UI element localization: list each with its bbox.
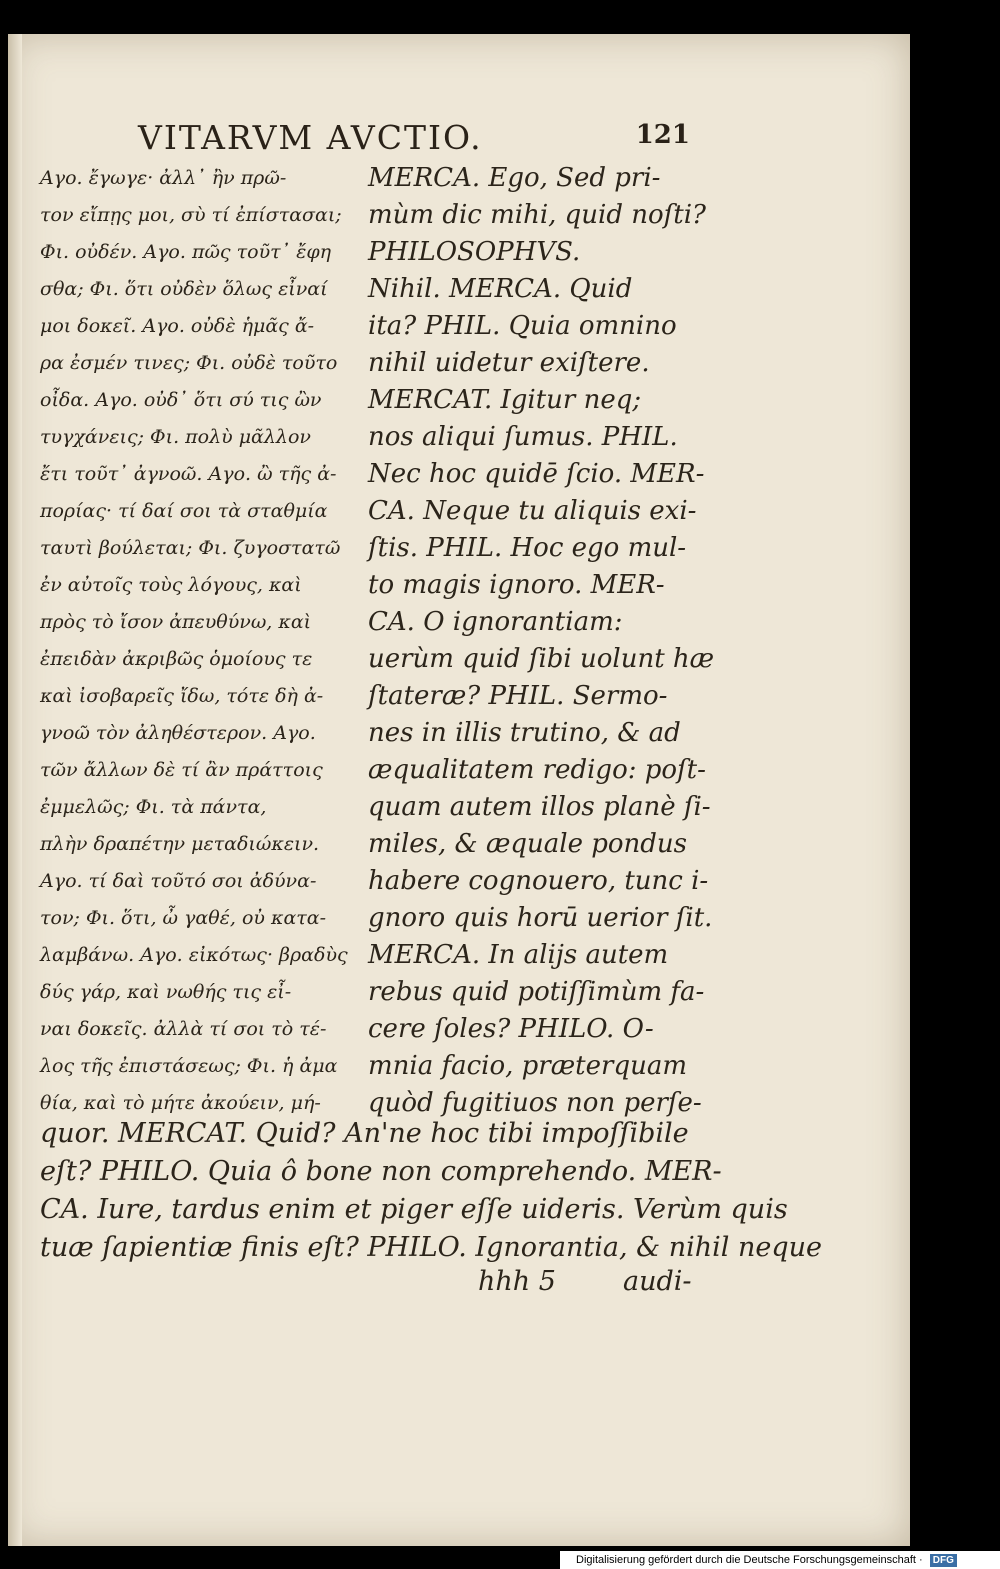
printer-signature: hhh 5: [478, 1266, 556, 1297]
latin-text-line: to magis ignoro. MER-: [368, 570, 665, 600]
latin-text-line: PHILOSOPHVS.: [368, 237, 581, 267]
latin-text-line: quòd fugitiuos non perſe-: [368, 1088, 702, 1118]
greek-text-column: [40, 160, 350, 1122]
latin-text-line: nos aliqui ſumus. PHIL.: [368, 422, 678, 452]
greek-text-line: Αγο. ἔγωγε· ἀλλ᾽ ἢν πρῶ-: [40, 167, 287, 189]
greek-text-line: Αγο. τί δαὶ τοῦτό σοι ἀδύνα-: [40, 870, 317, 892]
greek-text-line: λος τῆς ἐπιστάσεως; Φι. ἡ ἀμα: [40, 1055, 338, 1077]
latin-text-line: ſtis. PHIL. Hoc ego mul-: [368, 533, 687, 563]
latin-text-line: habere cognouero, tunc i-: [368, 866, 709, 896]
latin-text-line: CA. Neque tu aliquis exi-: [368, 496, 697, 526]
signature-line: [478, 1266, 698, 1306]
latin-text-line: Nec hoc quidē ſcio. MER-: [368, 459, 705, 489]
digitization-footer: [560, 1551, 1000, 1569]
latin-text-line: CA. O ignorantiam:: [368, 607, 623, 637]
latin-text-line: ita? PHIL. Quia omnino: [368, 311, 677, 341]
greek-text-line: πρὸς τὸ ἴσον ἀπευθύνω, καὶ: [40, 611, 312, 633]
running-title: VITARVM AVCTIO.: [138, 118, 483, 157]
greek-text-line: τῶν ἄλλων δὲ τί ἂν πράττοις: [40, 759, 323, 781]
full-width-text-line: quor. MERCAT. Quid? An'ne hoc tibi impoſſibile: [40, 1118, 689, 1149]
greek-text-line: οἶδα. Αγο. οὐδ᾽ ὅτι σύ τις ὢν: [40, 389, 322, 411]
greek-text-line: ἐν αὐτοῖς τοὺς λόγους, καὶ: [40, 574, 302, 596]
greek-text-line: δύς γάρ, καὶ νωθής τις εἶ-: [40, 981, 292, 1003]
latin-text-line: miles, & æquale pondus: [368, 829, 688, 859]
latin-text-line: quam autem illos planè ſi-: [368, 792, 711, 822]
greek-text-line: τυγχάνεις; Φι. πολὺ μᾶλλον: [40, 426, 311, 448]
footer-credit: Digitalisierung gefördert durch die Deutsche Forschungsgemeinschaft ·: [576, 1554, 923, 1566]
greek-text-line: ναι δοκεῖς. ἀλλὰ τί σοι τὸ τέ-: [40, 1018, 327, 1040]
full-width-text-block: [40, 1115, 823, 1267]
latin-text-line: MERCA. In alijs autem: [368, 940, 669, 970]
greek-text-line: ἐμμελῶς; Φι. τὰ πάντα,: [40, 796, 267, 818]
greek-text-line: ἔτι τοῦτ᾽ ἀγνοῶ. Αγο. ὢ τῆς ἀ-: [40, 463, 337, 485]
full-width-text-line: CA. Iure, tardus enim et piger eſſe uideris. Verùm quis: [40, 1194, 788, 1225]
greek-text-line: Φι. οὐδέν. Αγο. πῶς τοῦτ᾽ ἔφη: [40, 241, 332, 263]
latin-text-line: rebus quid potiſſimùm fa-: [368, 977, 705, 1007]
latin-text-line: mnia facio, præterquam: [368, 1051, 687, 1081]
latin-text-line: MERCA. Ego, Sed pri-: [368, 163, 661, 193]
greek-text-line: τον εἴπῃς μοι, σὺ τί ἐπίστασαι;: [40, 204, 342, 226]
greek-text-line: τον; Φι. ὅτι, ὦ γαθέ, οὐ κατα-: [40, 907, 327, 929]
latin-text-line: uerùm quid ſibi uolunt hæ: [368, 644, 715, 674]
running-head: [123, 118, 698, 162]
greek-text-line: ἐπειδὰν ἀκριβῶς ὁμοίους τε: [40, 648, 313, 670]
greek-text-line: πορίας· τί δαί σοι τὰ σταθμία: [40, 500, 328, 522]
greek-text-line: θία, καὶ τὸ μήτε ἀκούειν, μή-: [40, 1092, 321, 1114]
latin-text-line: æqualitatem redigo: poſt-: [368, 755, 706, 785]
page-gutter-shadow: [8, 34, 22, 1546]
latin-text-line: MERCAT. Igitur neq;: [368, 385, 642, 415]
greek-text-line: ταυτὶ βούλεται; Φι. ζυγοστατῶ: [40, 537, 341, 559]
latin-text-line: mùm dic mihi, quid noſti?: [368, 200, 706, 230]
catchword: audi-: [623, 1266, 692, 1297]
latin-text-line: ſtateræ? PHIL. Sermo-: [368, 681, 668, 711]
greek-text-line: μοι δοκεῖ. Αγο. οὐδὲ ἡμᾶς ἄ-: [40, 315, 315, 337]
greek-text-line: σθα; Φι. ὅτι οὐδὲν ὅλως εἶναί: [40, 278, 328, 300]
full-width-text-line: eſt? PHILO. Quia ô bone non comprehendo. MER-: [40, 1156, 722, 1187]
greek-text-line: ρα ἐσμέν τινες; Φι. οὐδὲ τοῦτο: [40, 352, 338, 374]
latin-text-line: Nihil. MERCA. Quid: [368, 274, 633, 304]
greek-text-line: πλὴν δραπέτην μεταδιώκειν.: [40, 833, 320, 855]
greek-text-line: καὶ ἰσοβαρεῖς ἴδω, τότε δὴ ἀ-: [40, 685, 324, 707]
full-width-text-line: tuæ ſapientiæ finis eſt? PHILO. Ignorantia, & nihil neque: [40, 1232, 823, 1263]
page-number: 121: [635, 120, 690, 150]
greek-text-line: γνοῶ τὸν ἀληθέστερον. Αγο.: [40, 722, 316, 744]
latin-text-line: nihil uidetur exiſtere.: [368, 348, 650, 378]
dfg-logo-icon: DFG: [930, 1554, 957, 1567]
greek-text-line: λαμβάνω. Αγο. εἰκότως· βραδὺς: [40, 944, 348, 966]
latin-text-column: [368, 160, 715, 1122]
latin-text-line: gnoro quis horū uerior ſit.: [368, 903, 713, 933]
latin-text-line: cere ſoles? PHILO. O-: [368, 1014, 654, 1044]
latin-text-line: nes in illis trutino, & ad: [368, 718, 681, 748]
